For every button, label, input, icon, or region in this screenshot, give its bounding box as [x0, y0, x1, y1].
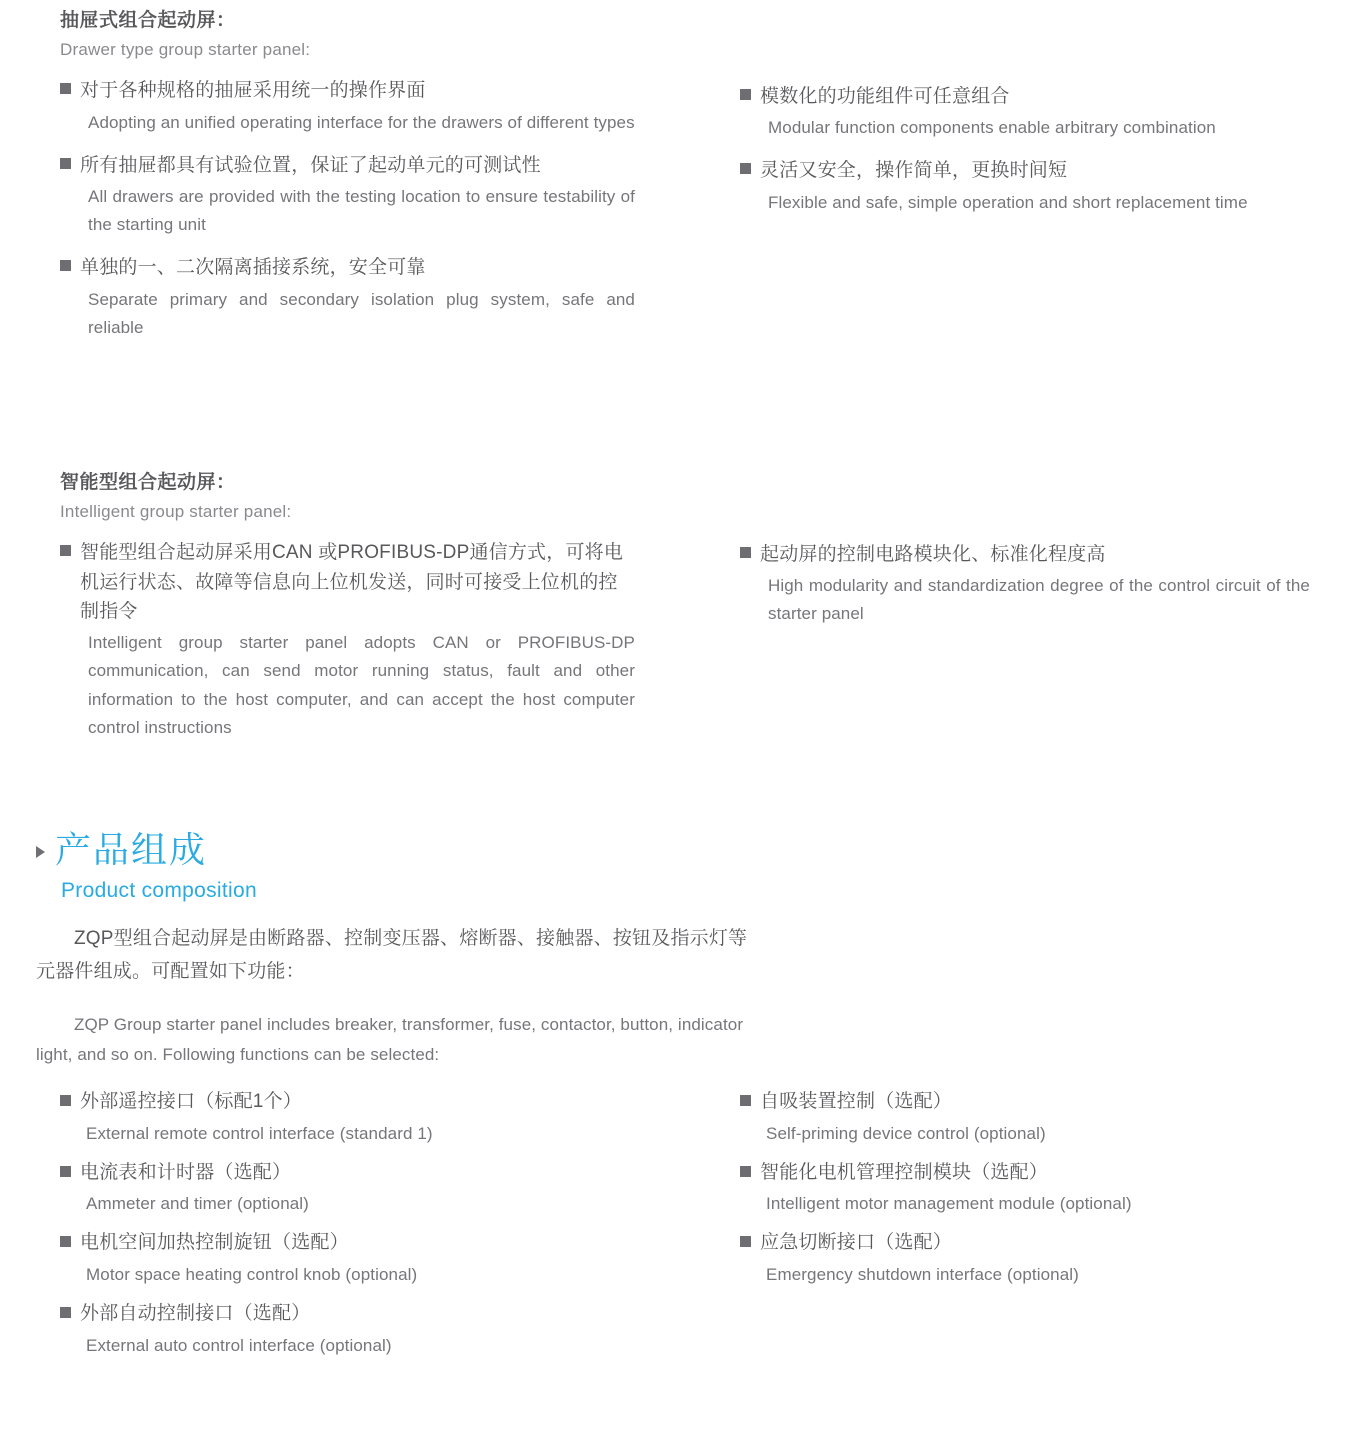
list-item-label-en: Intelligent group starter panel adopts CAN or PROFIBUS-DP communication, can send motor running status, fault and other information to the host computer, and can accept the host computer control instructions: [88, 633, 635, 737]
option-label-cn: 电机空间加热控制旋钮（选配）: [80, 1232, 349, 1254]
square-bullet-icon: [60, 1166, 71, 1177]
list-item: [740, 1159, 1310, 1218]
square-bullet-icon: [740, 547, 751, 558]
list-item-head: [740, 1088, 1310, 1117]
list-item-label-cn: 对于各种规格的抽屉采用统一的操作界面: [80, 80, 426, 102]
option-label-cn: 自吸装置控制（选配）: [760, 1091, 953, 1112]
intelligent-section-title-en: Intelligent group starter panel:: [60, 501, 292, 521]
page-title-en: Product composition: [61, 879, 257, 903]
square-bullet-icon: [60, 1095, 71, 1106]
option-label-en: Intelligent motor management module (optional): [766, 1194, 1132, 1214]
list-item-label-cn: 智能型组合起动屏采用CAN 或PROFIBUS-DP通信方式，可将电机运行状态、故障等信息向上位机发送，同时可接受上位机的控制指令: [80, 542, 624, 622]
list-item-label-cn: 所有抽屉都具有试验位置，保证了起动单元的可测试性: [80, 154, 541, 176]
list-item: [60, 76, 635, 105]
list-item: [740, 156, 1310, 185]
option-label-en: External remote control interface (standard 1): [86, 1123, 433, 1143]
options-list-left: [60, 1088, 660, 1364]
paragraph-line: ZQP型组合起动屏是由断路器、控制变压器、熔断器、接触器、按钮及指示灯等: [74, 928, 748, 949]
list-item: [740, 1088, 1310, 1147]
drawer-section-right: [740, 82, 1310, 217]
options-list-right: [740, 1088, 1310, 1293]
drawer-section-title-cn: 抽屉式组合起动屏：: [60, 10, 236, 31]
square-bullet-icon: [60, 1236, 71, 1247]
list-item-label-en: High modularity and standardization degree of the control circuit of the starter panel: [768, 576, 1310, 624]
list-item-label-cn: 模数化的功能组件可任意组合: [760, 86, 1010, 107]
square-bullet-icon: [740, 1236, 751, 1247]
list-item-head: [740, 1159, 1310, 1188]
intelligent-section-right: [740, 540, 1310, 629]
list-item: [60, 1088, 660, 1147]
list-item: [60, 538, 635, 626]
option-label-cn: 电流表和计时器（选配）: [80, 1161, 292, 1183]
list-item-head: [740, 1229, 1310, 1258]
option-label-cn: 应急切断接口（选配）: [760, 1232, 953, 1254]
list-item-head: [60, 1088, 660, 1117]
paragraph-line: ZQP Group starter panel includes breaker, transformer, fuse, contactor, button, indicator: [74, 1015, 744, 1034]
paragraph-line: light, and so on. Following functions can be selected:: [36, 1044, 440, 1064]
list-item: [740, 540, 1310, 569]
square-bullet-icon: [60, 545, 71, 556]
square-bullet-icon: [740, 163, 751, 174]
list-item-label-cn: 起动屏的控制电路模块化、标准化程度高: [760, 544, 1106, 565]
list-item: [60, 1229, 660, 1288]
list-item-label-cn: 灵活又安全，操作简单，更换时间短: [760, 160, 1068, 182]
list-item: [740, 1229, 1310, 1288]
option-label-en: Self-priming device control (optional): [766, 1123, 1046, 1143]
option-label-cn: 外部遥控接口（标配1个）: [80, 1091, 302, 1112]
square-bullet-icon: [60, 260, 71, 271]
square-bullet-icon: [740, 1095, 751, 1106]
list-item: [60, 1159, 660, 1218]
paragraph-line: 元器件组成。可配置如下功能：: [36, 961, 305, 983]
list-item-label-en: Adopting an unified operating interface for the drawers of different types: [88, 112, 635, 132]
intelligent-section-left: [60, 470, 635, 742]
square-bullet-icon: [60, 1307, 71, 1318]
list-item: [60, 151, 635, 180]
product-composition-paragraph-en: [36, 1010, 916, 1070]
list-item-label-en: Separate primary and secondary isolation plug system, safe and reliable: [88, 289, 635, 337]
list-item-label-en: All drawers are provided with the testing location to ensure testability of the starting unit: [88, 187, 635, 235]
list-item-head: [60, 1300, 660, 1329]
option-label-en: External auto control interface (optional): [86, 1335, 392, 1355]
square-bullet-icon: [60, 83, 71, 94]
triangle-bullet-icon: [36, 846, 45, 858]
list-item: [60, 1300, 660, 1359]
list-item: [740, 82, 1310, 111]
list-item-label-en: Flexible and safe, simple operation and short replacement time: [768, 192, 1248, 212]
option-label-en: Motor space heating control knob (optional): [86, 1264, 418, 1284]
drawer-section-left: [60, 8, 635, 342]
option-label-en: Ammeter and timer (optional): [86, 1194, 309, 1214]
list-item-label-en: Modular function components enable arbitrary combination: [768, 118, 1216, 138]
drawer-section-title-en: Drawer type group starter panel:: [60, 39, 311, 59]
square-bullet-icon: [740, 89, 751, 100]
option-label-cn: 外部自动控制接口（选配）: [80, 1303, 311, 1325]
list-item: [60, 253, 635, 282]
heading-row: [36, 828, 936, 871]
intelligent-section-title-cn: 智能型组合起动屏：: [60, 472, 236, 493]
list-item-label-cn: 单独的一、二次隔离插接系统，安全可靠: [80, 257, 426, 279]
page-title-cn: 产品组成: [55, 829, 208, 870]
option-label-cn: 智能化电机管理控制模块（选配）: [760, 1161, 1049, 1183]
list-item-head: [60, 1229, 660, 1258]
option-label-en: Emergency shutdown interface (optional): [766, 1264, 1079, 1284]
product-composition-paragraph-cn: [36, 922, 916, 989]
product-composition-heading: [36, 828, 936, 903]
list-item-head: [60, 1159, 660, 1188]
square-bullet-icon: [740, 1166, 751, 1177]
